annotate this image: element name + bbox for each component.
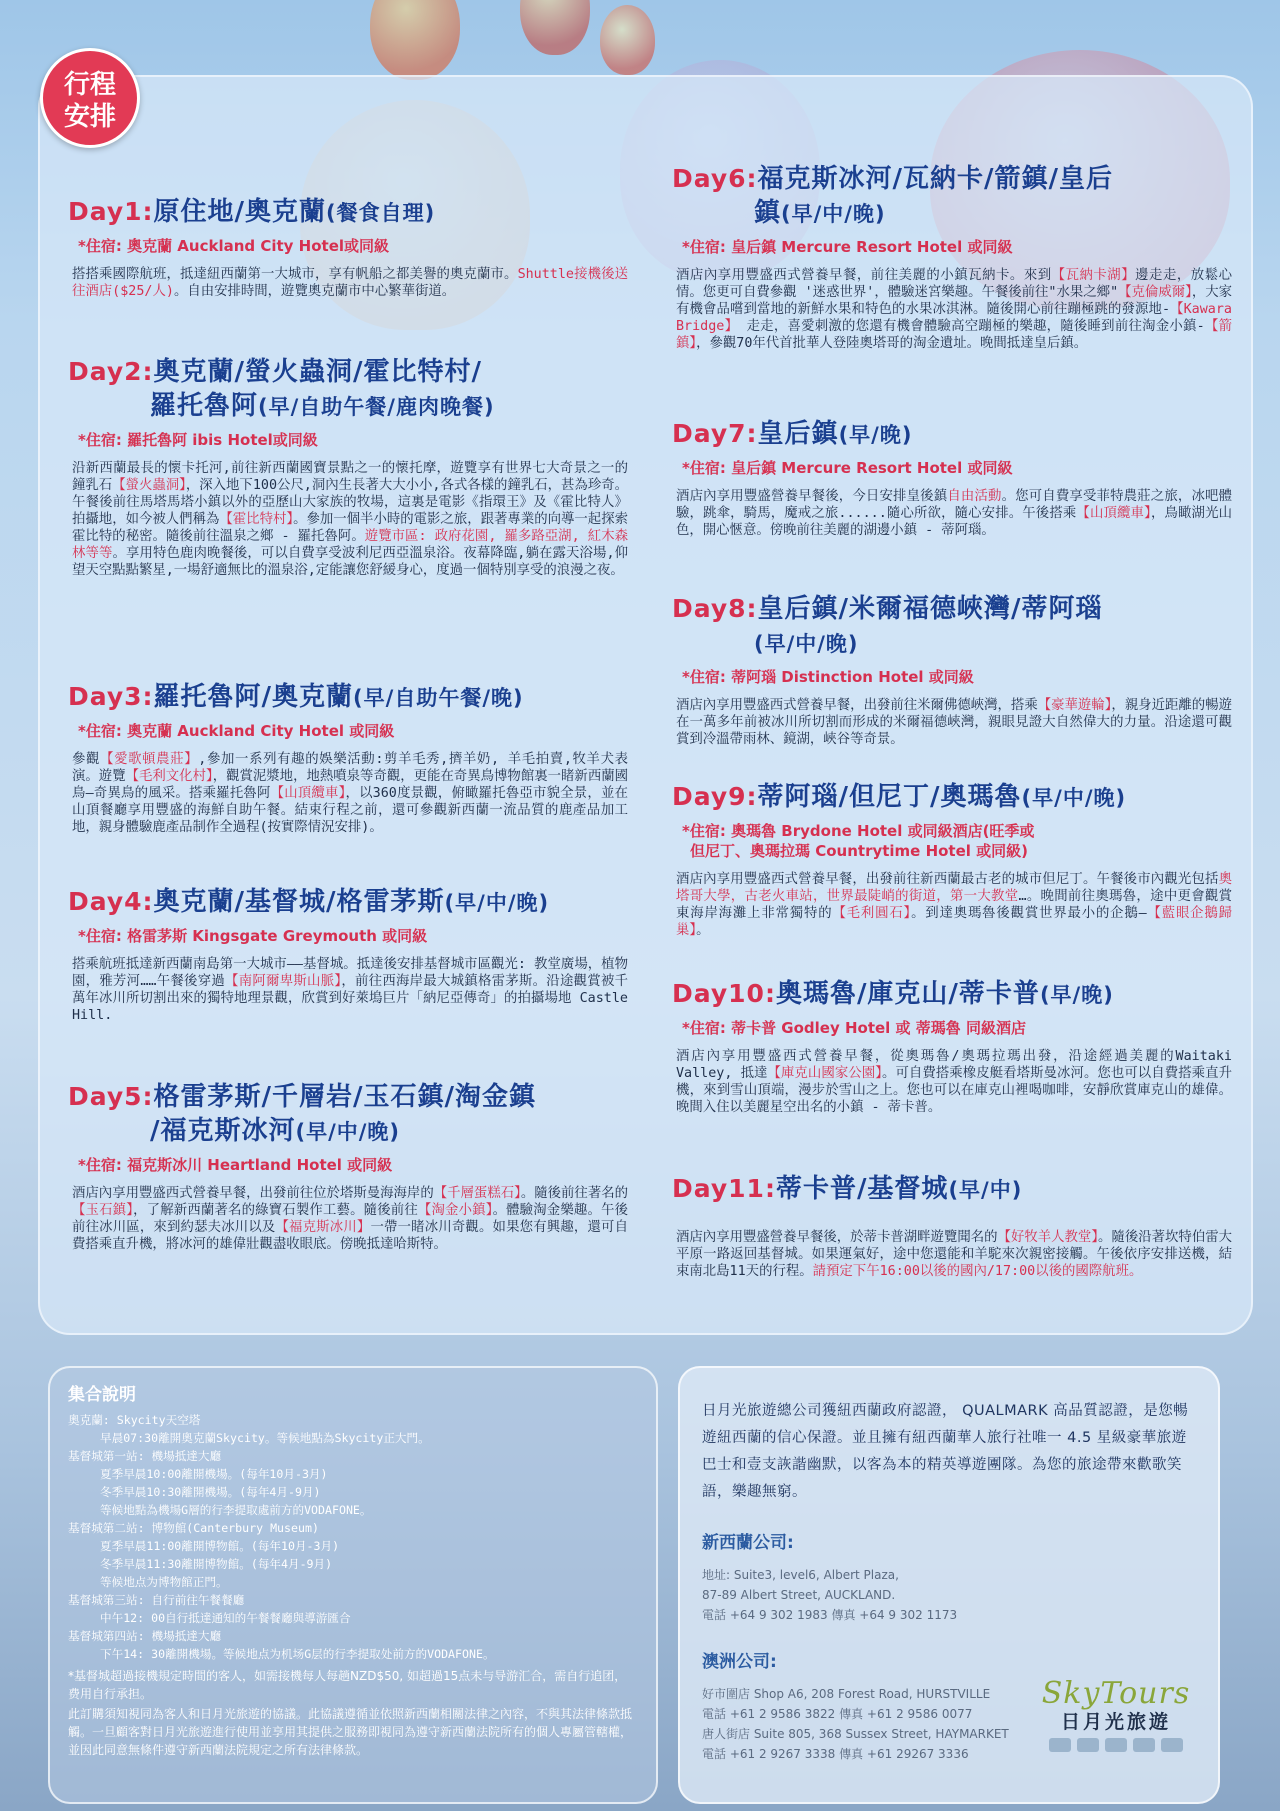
day-title-line2 (672, 626, 1232, 661)
meeting-line: 等候地點為機場G層的行李提取處前方的VODAFONE。 (100, 1503, 372, 1517)
logo-english: SkyTours (1041, 1676, 1191, 1711)
day-route: 鎮 (754, 198, 782, 228)
day-block (68, 680, 628, 836)
meeting-line: 中午12: 00自行抵達通知的午餐餐廳與導游匯合 (100, 1611, 351, 1625)
schedule-badge (40, 48, 140, 148)
day-meals: (早/中) (948, 1178, 1023, 1202)
skytours-logo (1036, 1676, 1196, 1752)
description-text: 沿新西蘭最長的懷卡托河,前往新西蘭國寶景點之一的懷托摩，遊覽享有世界七大奇景之一的鐘乳石 (72, 461, 628, 493)
day-meals: (早/中/晚) (1021, 786, 1127, 810)
highlight-text: 【好牧羊人教堂】 (997, 1230, 1099, 1245)
day-block (672, 780, 1232, 939)
day-hotel: *住宿: 福克斯冰川 Heartland Hotel 或同級 (78, 1156, 393, 1174)
day-block (68, 195, 628, 300)
day-number: Day2: (68, 357, 154, 386)
highlight-text: Shuttle接機後送往酒店($25/人) (72, 267, 629, 299)
day-meals: (餐食自理) (326, 201, 436, 225)
day-title (672, 977, 1232, 1012)
meeting-line: 基督城第四站: 機場抵達大廳 (68, 1629, 222, 1643)
meeting-line: 下午14: 30離開機場。等候地点为机场G层的行李提取处前方的VODAFONE。 (100, 1647, 495, 1661)
highlight-text: 【玉石鎮】 (72, 1203, 134, 1218)
nz-office-details (702, 1565, 1196, 1625)
day-meals: (早/中/晚) (295, 1120, 401, 1144)
meeting-list (68, 1411, 638, 1663)
description-text: ,參加一系列有趣的娛樂活動:剪羊毛秀,擠羊奶, 羊毛拍賣,牧羊犬表演。遊覽 (72, 752, 629, 784)
day-title (68, 355, 628, 424)
day-description (672, 1229, 1232, 1280)
company-intro: 日月光旅遊總公司獲紐西蘭政府認證， QUALMARK 高品質認證，是您暢遊紐西蘭的信心保證。並且擁有紐西蘭華人旅行社唯一 4.5 星級豪華旅遊巴士和壹支詼諧幽默，以客為本的精英導遊團隊。為您的旅途帶來歡歌笑語，樂趣無窮。 (702, 1403, 1189, 1500)
day-route: 奧瑪魯/庫克山/蒂卡普 (775, 979, 1040, 1009)
description-text: ，以360度景觀，俯瞰羅托魯亞市貌全景，並在山頂餐廳享用豐盛的海鮮自助午餐。結束行程之前，還可參觀新西蘭一流品質的鹿產品加工地，親身體驗鹿產品制作全過程(按實際情況安排)。 (72, 786, 628, 835)
certification-icon (1077, 1738, 1099, 1752)
day-number: Day9: (672, 782, 758, 811)
day-hotel: *住宿: 羅托魯阿 ibis Hotel或同級 (78, 431, 318, 449)
day-description (68, 956, 628, 1024)
day-number: Day11: (672, 1174, 776, 1203)
office-line: 電話 +61 2 9586 3822 傳真 +61 2 9586 0077 (702, 1707, 973, 1721)
certification-icon (1049, 1738, 1071, 1752)
day-route: 奧克蘭/基督城/格雷茅斯 (153, 887, 445, 917)
description-text: ，大家有機會品嚐到當地的新鮮水果和特色的水果冰淇淋。隨後開心前往蹦極跳的發源地- (676, 285, 1232, 317)
highlight-text: 【愛歌頓農莊】 (100, 752, 199, 767)
nz-office-title: 新西蘭公司: (702, 1533, 794, 1553)
day-number: Day1: (68, 197, 154, 226)
description-text: 參觀 (72, 752, 101, 767)
day-title (672, 162, 1232, 231)
meeting-note: *基督城超過接機規定時間的客人，如需接機每人每趟NZD$50, 如超過15点未与导游汇合，需自行追团，费用自行承担。 (68, 1669, 627, 1701)
highlight-text: 【南阿爾卑斯山脈】 (225, 974, 342, 989)
day-block (672, 417, 1232, 539)
day-route: 羅托魯阿/奧克蘭 (153, 682, 354, 712)
day-hotel: *住宿: 奧克蘭 Auckland City Hotel 或同級 (78, 722, 395, 740)
day-block (68, 885, 628, 1024)
day-title-line2 (672, 196, 1232, 231)
description-text: 一帶一睹冰川奇觀。如果您有興趣，還可自費搭乘直升機，將冰河的雄偉壯觀盡收眼底。傍晚抵達哈斯特。 (72, 1220, 629, 1252)
highlight-text: 【Kawara Bridge】 (676, 302, 1232, 334)
highlight-text: 【瓦納卡湖】 (1051, 268, 1136, 283)
day-description (672, 871, 1232, 939)
office-line: 87-89 Albert Street, AUCKLAND. (702, 1588, 896, 1602)
description-text: 走走，喜愛刺激的您還有機會體驗高空蹦極的樂趣，隨後睡到前往淘金小鎮- (738, 319, 1205, 334)
meeting-line: 等候地点为博物館正門。 (100, 1575, 228, 1589)
day-number: Day4: (68, 887, 154, 916)
day-title (68, 680, 628, 715)
day-title (672, 780, 1232, 815)
highlight-text: 自由活動 (947, 489, 1002, 504)
highlight-text: 【淘金小鎮】 (417, 1203, 493, 1218)
highlight-text: 【箭鎮】 (676, 319, 1233, 351)
balloon-decoration (520, 0, 590, 55)
day-hotel: *住宿: 格雷茅斯 Kingsgate Greymouth 或同級 (78, 927, 428, 945)
badge-line: 行程 (63, 70, 116, 100)
meeting-info-box (48, 1366, 658, 1804)
highlight-text: 【毛利文化村】 (125, 769, 213, 784)
highlight-text: 請預定下午16:00以後的國內/17:00以後的國際航班。 (812, 1264, 1143, 1279)
day-description (68, 751, 628, 836)
day-route: 皇后鎮/米爾福德峽灣/蒂阿瑙 (757, 594, 1103, 624)
description-text: ，親身近距離的暢遊在一萬多年前被冰川所切割而形成的米爾福德峽灣，親眼見證大自然偉大的力量。沿途還可觀賞到冷溫帶雨林、鏡湖，峽谷等奇景。 (676, 698, 1232, 747)
highlight-text: 【山頂纜車】 (270, 786, 346, 801)
day-route: 格雷茅斯/千層岩/玉石鎮/淘金鎮 (153, 1082, 537, 1112)
day-description (68, 460, 628, 579)
day-hotel: *住宿: 蒂卡普 Godley Hotel 或 蒂瑪魯 同級酒店 (682, 1019, 1026, 1037)
highlight-text: 【螢火蟲洞】 (112, 478, 186, 493)
office-line: 電話 +64 9 302 1983 傳真 +64 9 302 1173 (702, 1608, 958, 1622)
meeting-line: 夏季早晨11:00離開博物館。(每年10月-3月) (100, 1539, 340, 1553)
day-hotel-line: 但尼丁、奧瑪拉瑪 Countrytime Hotel 或同級) (690, 842, 1028, 860)
day-route: 羅托魯阿 (150, 391, 259, 421)
day-meals: (早/自助午餐/鹿肉晚餐) (258, 395, 495, 419)
description-text: 。 (696, 923, 710, 938)
meeting-line: 基督城第三站: 自行前往午餐餐廳 (68, 1593, 245, 1607)
description-text: 酒店內享用豐盛營養早餐後，於蒂卡普湖畔遊覽聞名的 (676, 1230, 998, 1245)
day-title (68, 1080, 628, 1149)
day-route: /福克斯冰河 (150, 1116, 296, 1146)
office-line: 好市圍店 Shop A6, 208 Forest Road, HURSTVILLE (702, 1687, 991, 1701)
highlight-text: 【霍比特村】 (219, 512, 294, 527)
highlight-text: 【千層蛋糕石】 (433, 1186, 521, 1201)
badge-line: 安排 (63, 102, 116, 132)
highlight-text: 【毛利圓石】 (832, 906, 912, 921)
day-number: Day10: (672, 979, 776, 1008)
day-meals: (早/中/晚) (754, 632, 859, 656)
day-number: Day6: (672, 164, 758, 193)
day-route: 蒂阿瑙/但尼丁/奧瑪魯 (757, 782, 1022, 812)
certification-icons (1036, 1738, 1196, 1752)
highlight-text: 奧塔哥大學，古老火車站，世界最陡峭的街道，第一大教堂 (676, 872, 1232, 904)
description-text: ，深入地下100公尺,洞內生長著大大小小,各式各樣的鐘乳石，甚為珍奇。午餐後前往馬塔馬塔小鎮以外的亞歷山大家族的牧場，這裏是電影《指環王》及《霍比特人》拍攝地，如今被人們稱為 (72, 478, 628, 527)
description-text: ，前往西海岸最大城鎮格雷茅斯。沿途觀賞被千萬年冰川所切割出來的獨特地理景觀，欣賞到好萊塢巨片「納尼亞傳奇」的拍攝場地 Castle Hill. (72, 974, 628, 1023)
day-meals: (早/自助午餐/晚) (353, 686, 524, 710)
day-title (672, 1172, 1232, 1207)
day-title (672, 417, 1232, 452)
day-hotel: *住宿: 皇后鎮 Mercure Resort Hotel 或同級 (682, 238, 1013, 256)
description-text: 。自由安排時間，遊覽奧克蘭市中心繁華街道。 (173, 284, 456, 299)
day-meals: (早/中/晚) (444, 891, 550, 915)
day-block (672, 162, 1232, 352)
description-text: …。晚間前往奧瑪魯，途中更會觀賞東海岸海灘上非常獨特的 (676, 889, 1233, 921)
office-line: 電話 +61 2 9267 3338 傳真 +61 29267 3336 (702, 1747, 969, 1761)
day-block (672, 592, 1232, 748)
description-text: 。隨後前往著名的 (520, 1186, 629, 1201)
day-description (672, 1048, 1232, 1116)
description-text: 。體驗淘金樂趣。午後前往冰川區，來到約瑟夫冰川以及 (72, 1203, 628, 1235)
day-block (672, 1172, 1232, 1280)
description-text: 酒店內享用豐盛西式營養早餐，出發前往位於塔斯曼海海岸的 (72, 1186, 434, 1201)
description-text: 。隨後沿著坎特伯雷大平原一路返回基督城。如果運氣好，途中您還能和羊駝來次親密接觸。午後依序安排送機，結束南北島11天的行程。 (676, 1230, 1232, 1279)
meeting-line: 基督城第一站: 機場抵達大廳 (68, 1449, 222, 1463)
day-description (672, 488, 1232, 539)
meeting-notes (68, 1667, 638, 1759)
day-hotel (682, 821, 1232, 861)
highlight-text: 【克倫威爾】 (1118, 285, 1192, 300)
meeting-line: 冬季早晨11:30離開博物館。(每年4月-9月) (100, 1557, 333, 1571)
day-hotel: *住宿: 蒂阿瑙 Distinction Hotel 或同級 (682, 668, 974, 686)
day-hotel: *住宿: 皇后鎮 Mercure Resort Hotel 或同級 (682, 459, 1013, 477)
description-text: ，了解新西蘭著名的綠寶石製作工藝。隨後前往 (133, 1203, 418, 1218)
logo-chinese: 日月光旅遊 (1060, 1711, 1171, 1733)
day-route: 皇后鎮 (757, 419, 839, 449)
day-hotel: *住宿: 奧克蘭 Auckland City Hotel或同級 (78, 237, 390, 255)
day-number: Day3: (68, 682, 154, 711)
day-meals: (早/晚) (1039, 983, 1114, 1007)
day-meals: (早/晚) (838, 423, 913, 447)
day-hotel-line: *住宿: 奧瑪魯 Brydone Hotel 或同級酒店(旺季或 (682, 822, 1035, 840)
meeting-line: 奧克蘭: Skycity天空塔 (68, 1413, 201, 1427)
highlight-text: 【福克斯冰川】 (275, 1220, 371, 1235)
day-route: 福克斯冰河/瓦納卡/箭鎮/皇后 (757, 164, 1114, 194)
description-text: 搭搭乘國際航班，抵達紐西蘭第一大城市，享有帆船之都美譽的奧克蘭市。 (72, 267, 518, 282)
description-text: 酒店內享用豐盛西式營養早餐，出發前往米爾佛德峽灣，搭乘 (676, 698, 1038, 713)
day-description (672, 697, 1232, 748)
office-line: 地址: Suite3, level6, Albert Plaza, (702, 1568, 899, 1582)
day-description (68, 266, 628, 300)
description-text: 酒店內享用豐盛西式營養早餐，前往美麗的小鎮瓦納卡。來到 (676, 268, 1052, 283)
description-text: 酒店內享用豐盛西式營養早餐，出發前往新西蘭最古老的城市但尼丁。午餐後市內觀光包括 (676, 872, 1219, 887)
day-route: 原住地/奧克蘭 (153, 197, 327, 227)
day-description (68, 1185, 628, 1253)
day-block (672, 977, 1232, 1116)
day-route: 蒂卡普/基督城 (775, 1174, 949, 1204)
day-number: Day7: (672, 419, 758, 448)
day-title-line2 (68, 389, 628, 424)
office-line: 唐人街店 Suite 805, 368 Sussex Street, HAYMARKET (702, 1727, 1009, 1741)
balloon-decoration (370, 0, 460, 80)
meeting-note: 此訂購須知視同為客人和日月光旅遊的協議。此協議遵循並依照新西蘭相關法律之內容，不與其法律條款抵觸。一旦顧客對日月光旅遊進行使用並享用其提供之服務即視同為遵守新西蘭法院所有的個人專屬管轄權，並因此同意無條件遵守新西蘭法院規定之所有法律條款。 (68, 1707, 633, 1757)
day-number: Day8: (672, 594, 758, 623)
meeting-line: 冬季早晨10:30離開機場。(每年4月-9月) (100, 1485, 321, 1499)
highlight-text: 遊覽市區: 政府花園, 羅多路亞湖, 紅木森林等等 (72, 529, 629, 561)
description-text: 酒店內享用豐盛西式營養早餐，從奧瑪魯/奧瑪拉瑪出發，沿途經過美麗的Waitaki Valley, 抵達 (676, 1049, 1232, 1081)
description-text: ，鳥瞰湖光山色，開心愜意。傍晚前往美麗的湖邊小鎮 - 蒂阿瑙。 (676, 506, 1233, 538)
highlight-text: 【庫克山國家公園】 (767, 1066, 882, 1081)
day-meals: (早/中/晚) (781, 202, 886, 226)
highlight-text: 【山頂纜車】 (1076, 506, 1151, 521)
description-text: 。可自費搭乘橡皮艇看塔斯曼冰河。您也可以自費搭乘直升機，來到雪山頂端，漫步於雪山之上。您也可以在庫克山裡喝咖啡，安靜欣賞庫克山的雄偉。晚間入住以美麗星空出名的小鎮 - 蒂卡普。 (676, 1066, 1232, 1115)
description-text: ，參觀70年代首批華人登陸奧塔哥的淘金遺址。晚間抵達皇后鎮。 (696, 336, 1088, 351)
description-text: 搭乘航班抵達新西蘭南島第一大城市——基督城。抵達後安排基督城市區觀光: 教堂廣場，植物園，雅芳河……午餐後穿過 (72, 957, 628, 989)
certification-icon (1105, 1738, 1127, 1752)
highlight-text: 【藍眼企鵝歸巢】 (676, 906, 1233, 938)
highlight-text: 【豪華遊輪】 (1037, 698, 1112, 713)
certification-icon (1161, 1738, 1183, 1752)
day-title (68, 195, 628, 230)
meeting-line: 基督城第二站: 博物館(Canterbury Museum) (68, 1521, 319, 1535)
description-text: 酒店內享用豐盛營養早餐後，今日安排皇後鎮 (676, 489, 948, 504)
day-title (68, 885, 628, 920)
description-text: 。參加一個半小時的電影之旅，跟著專業的向導一起探索霍比特的秘密。隨後前往溫泉之鄉 - 羅托魯阿。 (72, 512, 628, 544)
description-text: 。享用特色鹿肉晚餐後，可以自費享受波利尼西亞溫泉浴。夜幕降臨,躺在露天浴場,仰望天空點點繁星,一場舒適無比的溫泉浴,定能讓您舒緩身心，度過一個特別享受的浪漫之夜。 (72, 546, 628, 578)
balloon-decoration (600, 5, 655, 75)
day-block (68, 355, 628, 579)
au-office-title: 澳洲公司: (702, 1652, 777, 1672)
meeting-line: 早晨07:30離開奧克蘭Skycity。等候地點為Skycity正大門。 (100, 1431, 430, 1445)
day-title-line2 (68, 1114, 628, 1149)
meeting-title: 集合說明 (68, 1385, 136, 1405)
description-text: 邊走走，放鬆心情。您更可自費參觀 '迷惑世界'，體驗迷宮樂趣。午餐後前往"水果之鄉" (676, 268, 1233, 300)
certification-icon (1133, 1738, 1155, 1752)
meeting-line: 夏季早晨10:00離開機場。(每年10月-3月) (100, 1467, 328, 1481)
day-title (672, 592, 1232, 661)
description-text: 。您可自費享受菲特農莊之旅，冰吧體驗，跳傘，騎馬，魔戒之旅......隨心所欲，隨心安排。午後搭乘 (676, 489, 1233, 521)
description-text: ，觀賞泥漿地，地熱噴泉等奇觀，更能在奇異鳥博物館裏一睹新西蘭國鳥—奇異鳥的風采。搭乘羅托魯阿 (72, 769, 629, 801)
description-text: 。到達奧瑪魯後觀賞世界最小的企鵝— (911, 906, 1147, 921)
day-number: Day5: (68, 1082, 154, 1111)
day-block (68, 1080, 628, 1253)
company-info-box (678, 1366, 1220, 1804)
day-description (672, 267, 1232, 352)
day-route: 奧克蘭/螢火蟲洞/霍比特村/ (153, 357, 483, 387)
